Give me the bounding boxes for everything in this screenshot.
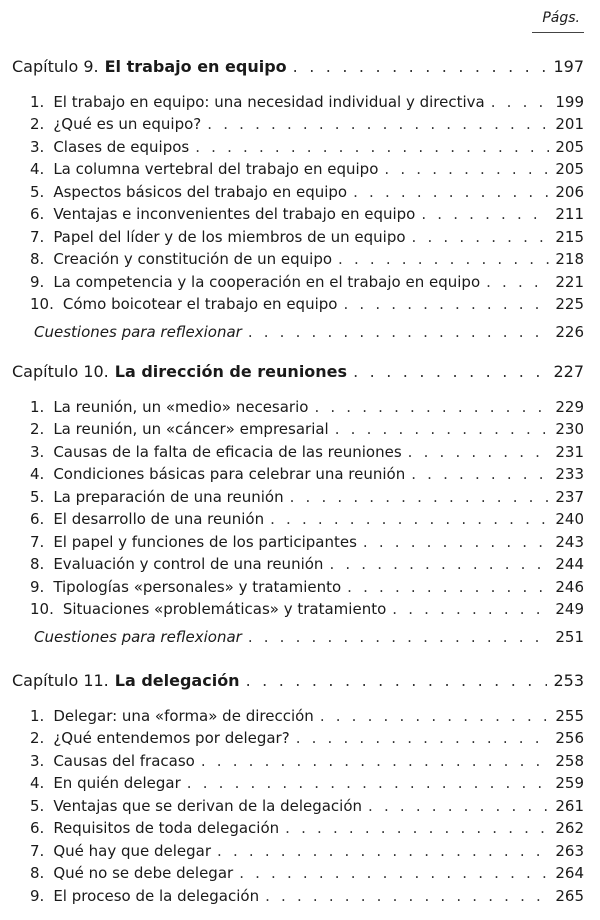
entry-title: Causas de la falta de eficacia de las reuniones xyxy=(53,442,402,461)
toc-entry xyxy=(30,463,584,485)
entry-title: Clases de equipos xyxy=(53,137,190,156)
toc-entry xyxy=(30,553,584,575)
toc-entry xyxy=(30,248,584,270)
dot-leader xyxy=(411,463,549,485)
entry-title: Requisitos de toda delegación xyxy=(53,819,280,838)
dot-leader xyxy=(290,486,550,508)
dot-leader xyxy=(338,248,549,270)
dot-leader xyxy=(248,321,550,343)
chapter-heading xyxy=(12,670,584,692)
questions-entry xyxy=(34,321,584,343)
dot-leader xyxy=(408,441,550,463)
chapter-heading xyxy=(12,361,584,383)
entry-number: 8. xyxy=(30,250,45,269)
entry-number: 8. xyxy=(30,555,45,574)
entry-number: 10. xyxy=(30,295,54,314)
entry-number: 9. xyxy=(30,886,45,905)
entry-number: 6. xyxy=(30,205,45,224)
chapter-heading xyxy=(12,56,584,78)
dot-leader xyxy=(217,840,549,862)
entry-number: 5. xyxy=(30,796,45,815)
entry-number: 9. xyxy=(30,577,45,596)
entry-title: Qué hay que delegar xyxy=(53,841,212,860)
dot-leader xyxy=(343,293,549,315)
entry-title: ¿Qué es un equipo? xyxy=(53,115,202,134)
questions-title: Cuestiones para reflexionar xyxy=(34,323,242,341)
chapter-page-number: 227 xyxy=(553,362,584,381)
dot-leader xyxy=(293,56,548,78)
entry-title: Tipologías «personales» y tratamiento xyxy=(53,577,342,596)
entry-title: En quién delegar xyxy=(53,774,181,793)
entry-number: 3. xyxy=(30,442,45,461)
toc-entry xyxy=(30,772,584,794)
dot-leader xyxy=(296,727,550,749)
entry-page-number: 263 xyxy=(555,841,584,860)
dot-leader xyxy=(187,772,550,794)
toc-entry xyxy=(30,91,584,113)
pages-column-label: Págs. xyxy=(542,10,580,26)
dot-leader xyxy=(353,181,549,203)
entry-number: 9. xyxy=(30,272,45,291)
chapter-title: La delegación xyxy=(114,671,240,690)
chapter-prefix: Capítulo 9. xyxy=(12,57,99,76)
entry-number: 10. xyxy=(30,600,54,619)
dot-leader xyxy=(491,91,550,113)
entry-page-number: 255 xyxy=(555,707,584,725)
chapter-page-number: 197 xyxy=(553,57,584,76)
entry-title: La reunión, un «cáncer» empresarial xyxy=(53,420,329,439)
entry-title: Cómo boicotear el trabajo en equipo xyxy=(62,295,338,314)
entry-title: El papel y funciones de los participantes xyxy=(53,532,357,551)
dot-leader xyxy=(353,361,547,383)
chapter-prefix: Capítulo 10. xyxy=(12,362,109,381)
entry-number: 3. xyxy=(30,751,45,770)
entry-number: 2. xyxy=(30,115,45,134)
entry-number: 8. xyxy=(30,864,45,883)
pages-column-header xyxy=(532,8,584,33)
entry-page-number: 240 xyxy=(555,510,584,529)
dot-leader xyxy=(486,271,549,293)
toc-entry xyxy=(30,158,584,180)
entry-page-number: 225 xyxy=(555,295,584,314)
chapter-title: El trabajo en equipo xyxy=(104,57,287,76)
dot-leader xyxy=(363,531,549,553)
entry-title: Papel del líder y de los miembros de un equipo xyxy=(53,227,406,246)
entry-title: El trabajo en equipo: una necesidad individual y directiva xyxy=(53,93,485,111)
chapter-title: La dirección de reuniones xyxy=(114,362,348,381)
dot-leader xyxy=(239,862,549,884)
toc-entry xyxy=(30,203,584,225)
entry-page-number: 211 xyxy=(555,205,584,224)
dot-leader xyxy=(412,226,550,248)
entry-number: 5. xyxy=(30,487,45,506)
toc-entry xyxy=(30,885,584,907)
entry-number: 7. xyxy=(30,532,45,551)
dot-leader xyxy=(285,817,549,839)
entry-number: 2. xyxy=(30,729,45,748)
dot-leader xyxy=(421,203,549,225)
entry-page-number: 206 xyxy=(555,182,584,201)
entry-page-number: 243 xyxy=(555,532,584,551)
entry-title: Qué no se debe delegar xyxy=(53,864,234,883)
dot-leader xyxy=(314,396,549,418)
entry-title: Condiciones básicas para celebrar una reunión xyxy=(53,465,406,484)
toc-entry xyxy=(30,862,584,884)
entry-page-number: 244 xyxy=(555,555,584,574)
entry-page-number: 231 xyxy=(555,442,584,461)
entry-page-number: 205 xyxy=(555,137,584,156)
entry-page-number: 205 xyxy=(555,160,584,179)
toc-entry xyxy=(30,576,584,598)
toc-entry xyxy=(30,293,584,315)
entry-number: 6. xyxy=(30,819,45,838)
entry-page-number: 265 xyxy=(555,886,584,905)
dot-leader xyxy=(248,626,550,648)
toc-entry xyxy=(30,727,584,749)
toc-entry xyxy=(30,136,584,158)
toc-entry xyxy=(30,817,584,839)
entry-title: El desarrollo de una reunión xyxy=(53,510,265,529)
entry-page-number: 246 xyxy=(555,577,584,596)
entry-page-number: 258 xyxy=(555,751,584,770)
entry-page-number: 249 xyxy=(555,600,584,619)
entry-title: Causas del fracaso xyxy=(53,751,195,770)
entry-number: 2. xyxy=(30,420,45,439)
toc-entry xyxy=(30,226,584,248)
dot-leader xyxy=(207,113,549,135)
entry-page-number: 256 xyxy=(555,729,584,748)
entry-page-number: 261 xyxy=(555,796,584,815)
toc-entry xyxy=(30,396,584,418)
entry-page-number: 201 xyxy=(555,115,584,134)
entry-title: La preparación de una reunión xyxy=(53,487,284,506)
toc-entry xyxy=(30,271,584,293)
toc-entry xyxy=(30,181,584,203)
dot-leader xyxy=(392,598,549,620)
entry-page-number: 237 xyxy=(555,487,584,506)
toc-entry xyxy=(30,531,584,553)
entry-title: Aspectos básicos del trabajo en equipo xyxy=(53,182,348,201)
toc-entry xyxy=(30,705,584,727)
questions-entry xyxy=(34,626,584,648)
entry-number: 6. xyxy=(30,510,45,529)
toc-entry xyxy=(30,508,584,530)
entry-title: ¿Qué entendemos por delegar? xyxy=(53,729,290,748)
toc-entry xyxy=(30,750,584,772)
entry-number: 7. xyxy=(30,841,45,860)
entry-number: 4. xyxy=(30,465,45,484)
entry-page-number: 264 xyxy=(555,864,584,883)
toc-entry xyxy=(30,113,584,135)
chapter-prefix: Capítulo 11. xyxy=(12,671,109,690)
entry-number: 5. xyxy=(30,182,45,201)
questions-page-number: 251 xyxy=(555,628,584,646)
entry-title: Delegar: una «forma» de dirección xyxy=(53,707,314,725)
entry-number: 1. xyxy=(30,707,45,725)
entry-page-number: 215 xyxy=(555,227,584,246)
entry-title: La reunión, un «medio» necesario xyxy=(53,398,309,416)
entry-number: 1. xyxy=(30,93,45,111)
dot-leader xyxy=(265,885,549,907)
toc-entry xyxy=(30,840,584,862)
entry-title: Situaciones «problemáticas» y tratamiento xyxy=(62,600,387,619)
entry-page-number: 218 xyxy=(555,250,584,269)
entry-number: 3. xyxy=(30,137,45,156)
toc-entry xyxy=(30,441,584,463)
entry-number: 4. xyxy=(30,160,45,179)
dot-leader xyxy=(384,158,549,180)
entry-title: Evaluación y control de una reunión xyxy=(53,555,324,574)
entry-page-number: 230 xyxy=(555,420,584,439)
entry-title: Ventajas e inconvenientes del trabajo en equipo xyxy=(53,205,416,224)
entry-page-number: 233 xyxy=(555,465,584,484)
questions-title: Cuestiones para reflexionar xyxy=(34,628,242,646)
dot-leader xyxy=(201,750,550,772)
toc-entry xyxy=(30,418,584,440)
toc-entry xyxy=(30,598,584,620)
entry-page-number: 199 xyxy=(555,93,584,111)
entry-number: 7. xyxy=(30,227,45,246)
entry-number: 1. xyxy=(30,398,45,416)
questions-page-number: 226 xyxy=(555,323,584,341)
entry-page-number: 262 xyxy=(555,819,584,838)
dot-leader xyxy=(246,670,548,692)
entry-number: 4. xyxy=(30,774,45,793)
dot-leader xyxy=(347,576,549,598)
dot-leader xyxy=(335,418,550,440)
toc-entry xyxy=(30,486,584,508)
entry-page-number: 229 xyxy=(555,398,584,416)
dot-leader xyxy=(368,795,549,817)
dot-leader xyxy=(195,136,549,158)
chapter-page-number: 253 xyxy=(553,671,584,690)
entry-title: La competencia y la cooperación en el trabajo en equipo xyxy=(53,272,481,291)
entry-title: Ventajas que se derivan de la delegación xyxy=(53,796,363,815)
entry-title: La columna vertebral del trabajo en equipo xyxy=(53,160,379,179)
toc-entry xyxy=(30,795,584,817)
entry-title: Creación y constitución de un equipo xyxy=(53,250,333,269)
entry-page-number: 221 xyxy=(555,272,584,291)
entry-page-number: 259 xyxy=(555,774,584,793)
dot-leader xyxy=(320,705,550,727)
dot-leader xyxy=(270,508,549,530)
dot-leader xyxy=(329,553,549,575)
entry-title: El proceso de la delegación xyxy=(53,886,260,905)
